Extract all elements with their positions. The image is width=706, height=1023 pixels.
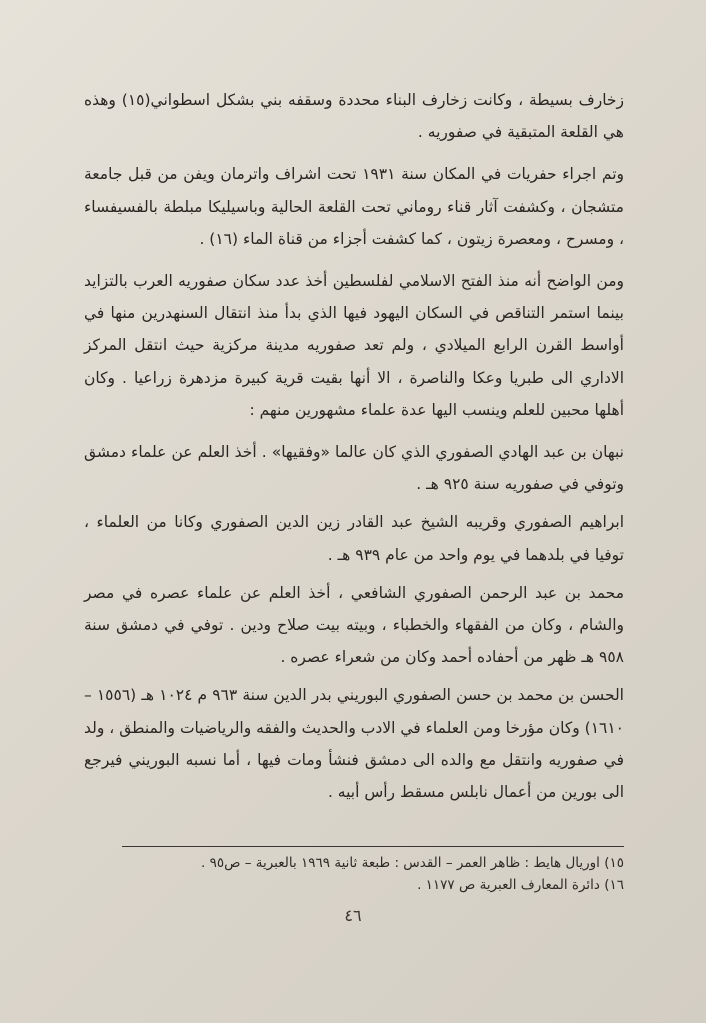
footnote-15: ١٥) اوريال هايط : ظاهر العمر – القدس : طبعة ثانية ١٩٦٩ بالعبرية – ص٩٥ .	[200, 855, 624, 871]
paragraph-6: محمد بن عبد الرحمن الصفوري الشافعي ، أخذ العلم عن علماء عصره في مصر والشام ، وكان من الفقهاء والخطباء ، وبيته بيت صلاح ودين . توفي في دمشق سنة ٩٥٨ هـ ظهر من أحفاده أحمد وكان من شعراء عصره .	[84, 583, 624, 667]
footnotes	[84, 852, 624, 896]
paragraph-7: الحسن بن محمد بن حسن الصفوري البوريني بدر الدين سنة ٩٦٣ م ١٠٢٤ هـ (١٥٥٦ – ١٦١٠) وكان مؤرخا ومن العلماء في الادب والحديث والفقه والرياضيات والمنطق ، ولد في صفوريه وانتقل مع والده الى دمشق فنشأ ومات فيها ، أما نسبه البوريني فيرجع الى بورين من أعمال نابلس مسقط رأس أبيه .	[84, 686, 624, 802]
footnote-divider	[122, 846, 624, 847]
footnote-16: ١٦) دائرة المعارف العبرية ص ١١٧٧ .	[417, 877, 624, 893]
paragraph-4: نبهان بن عبد الهادي الصفوري الذي كان عالما «وفقيها» . أخذ العلم عن علماء دمشق وتوفي في صفوريه سنة ٩٢٥ هـ .	[84, 443, 624, 494]
paragraph-2: وتم اجراء حفريات في المكان سنة ١٩٣١ تحت اشراف واترمان ويفن من قبل جامعة متشجان ، وكشفت آثار قناء روماني تحت القلعة الحالية وباسيليكا مبلطة بالفسيفساء ، ومسرح ، ومعصرة زيتون ، كما كشفت أجزاء من قناة الماء (١٦) .	[84, 165, 625, 248]
paragraph-5: ابراهيم الصفوري وقريبه الشيخ عبد القادر زين الدين الصفوري وكانا من العلماء ، توفيا في بلدهما في يوم واحد من عام ٩٣٩ هـ .	[84, 513, 624, 564]
body-text	[84, 84, 624, 818]
page-number: ٤٦	[344, 906, 362, 925]
paragraph-1: زخارف بسيطة ، وكانت زخارف البناء محددة وسقفه بني بشكل اسطواني(١٥) وهذه هي القلعة المتبقية في صفوريه .	[84, 91, 625, 142]
paragraph-3: ومن الواضح أنه منذ الفتح الاسلامي لفلسطين أخذ عدد سكان صفوريه العرب بالتزايد بينما استمر التناقص في السكان اليهود فيها الذي بدأ منذ انتقال السنهدرين منها في أواسط القرن الرابع الميلادي ، ولم تعد صفوريه مدينة مركزية حيث انتقل المركز الاداري الى طبريا وعكا والناصرة ، الا أنها بقيت قرية كبيرة مزدهرة زراعيا . وكان أهلها محبين للعلم وينسب اليها عدة علماء مشهورين منهم :	[84, 272, 624, 419]
